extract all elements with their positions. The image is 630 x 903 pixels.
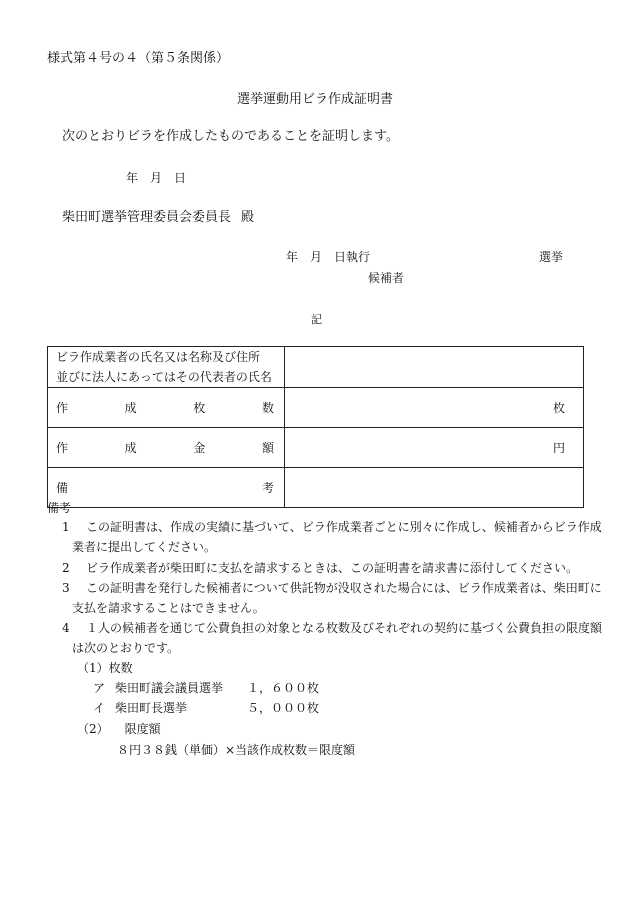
- notes-heading: 備考: [47, 501, 72, 515]
- addressee: [62, 211, 254, 224]
- copies-unit: 枚: [552, 401, 565, 415]
- amount-unit: 円: [552, 441, 565, 455]
- remarks-field[interactable]: [285, 468, 584, 508]
- election-date: 年 月 日執行: [286, 250, 371, 264]
- remarks-label: 備 考: [48, 468, 285, 508]
- copies-subheading: （1）枚数: [77, 661, 133, 675]
- table-row: [48, 347, 584, 388]
- table-row: [48, 388, 584, 428]
- amount-label: 作 成 金 額: [48, 428, 285, 468]
- document-title: 選挙運動用ビラ作成証明書: [236, 92, 393, 107]
- limit-formula: ８円３８銭（単価）×当該作成枚数＝限度額: [117, 743, 356, 757]
- form-number: 様式第４号の４（第５条関係）: [47, 51, 230, 66]
- printer-info-label: ビラ作成業者の氏名又は名称及び住所 並びに法人にあってはその代表者の氏名: [48, 347, 285, 388]
- copies-field[interactable]: [285, 388, 584, 428]
- detail-table: [47, 346, 584, 508]
- ki-mark: 記: [311, 313, 322, 326]
- table-row: [48, 468, 584, 508]
- honorific: 殿: [241, 210, 255, 225]
- limit-amount-subheading: （2） 限度額: [77, 722, 161, 736]
- issue-date-line: 年 月 日: [126, 171, 187, 185]
- election-label: 選挙: [539, 250, 564, 264]
- addressee-name: 柴田町選挙管理委員会委員長: [62, 210, 232, 225]
- candidate-label: 候補者: [368, 271, 405, 285]
- intro-statement: 次のとおりビラを作成したものであることを証明します。: [62, 129, 399, 144]
- table-row: [48, 428, 584, 468]
- copies-label: 作 成 枚 数: [48, 388, 285, 428]
- amount-field[interactable]: [285, 428, 584, 468]
- printer-info-field[interactable]: [285, 347, 584, 388]
